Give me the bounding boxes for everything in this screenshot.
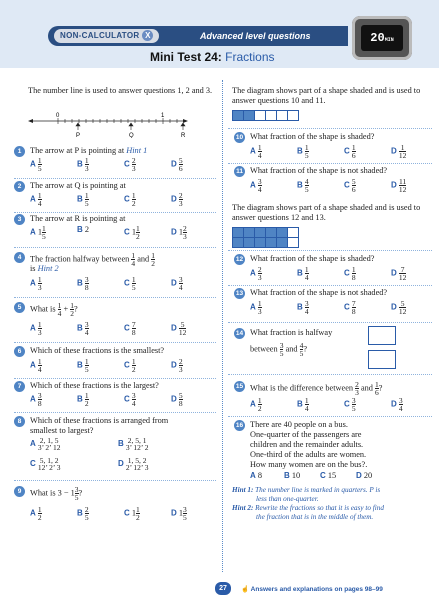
page-title: Mini Test 24: Fractions [150, 50, 275, 64]
option-c[interactable]: C $\frac{3}{4}$ [124, 391, 136, 408]
option-c[interactable]: C 5, 1, 2 12’ 2’ 3 [30, 456, 61, 472]
question-text: What fraction of the shape is not shaded? [250, 288, 388, 297]
question-text-2: is Hint 2 [30, 264, 59, 273]
page-number: 27 [215, 582, 231, 595]
option-a[interactable]: A 2, 1, 5 3’ 2’ 12 [30, 436, 61, 452]
question-text: What fraction of the shape is not shaded? [250, 166, 388, 175]
option-b[interactable]: B $\frac{1}{5}$ [77, 191, 89, 208]
hint-2-cont: the fraction that is in the middle of them. [256, 513, 374, 521]
separator [228, 163, 432, 164]
option-d[interactable]: D $\frac{5}{8}$ [171, 391, 183, 408]
question-text: What fraction of the shape is shaded? [250, 254, 375, 263]
option-d[interactable]: D $\frac{5}{12}$ [391, 299, 407, 316]
left-column [28, 86, 216, 138]
option-d[interactable]: D $\frac{2}{3}$ [171, 357, 183, 374]
option-d[interactable]: D 1 $\frac{3}{5}$ [171, 505, 187, 522]
option-b[interactable]: B 2 [77, 225, 90, 234]
option-a[interactable]: A $\frac{3}{8}$ [30, 391, 42, 408]
option-b[interactable]: B $\frac{3}{4}$ [297, 299, 309, 316]
question-line-2: One-quarter of the passengers are [250, 430, 362, 439]
separator [14, 247, 216, 248]
option-b[interactable]: B $\frac{1}{4}$ [297, 396, 309, 413]
option-a[interactable]: A $\frac{1}{4}$ [250, 143, 262, 160]
option-c[interactable]: C $\frac{1}{8}$ [344, 265, 356, 282]
question-text: The arrow at Q is pointing at [30, 181, 126, 190]
intro-right-1: The diagram shows part of a shape shaded and is used to answer questions 10 and 11. [232, 86, 421, 105]
option-b[interactable]: B $\frac{1}{5}$ [77, 357, 89, 374]
question-number: 12 [235, 256, 244, 263]
option-d[interactable]: D $\frac{5}{12}$ [171, 320, 187, 337]
option-c[interactable]: C $\frac{5}{6}$ [344, 177, 356, 194]
separator [228, 285, 432, 286]
answer-box-1[interactable] [368, 326, 396, 345]
option-a[interactable]: A $\frac{1}{4}$ [30, 357, 42, 374]
no-calculator-icon: X [142, 30, 153, 41]
question-text: What is the difference between $\frac{2}{3}$ and $\frac{1}{6}$ ? [250, 380, 383, 397]
question-line-4: One-third of the adults are women. [250, 450, 367, 459]
question-text-2: between $\frac{3}{5}$ and $\frac{4}{5}$ ? [250, 341, 308, 358]
option-c[interactable]: C $\frac{3}{5}$ [344, 396, 356, 413]
option-c[interactable]: C 15 [320, 471, 337, 480]
question-text: What fraction of the shape is shaded? [250, 132, 375, 141]
separator [14, 342, 216, 343]
option-b[interactable]: B 2, 5, 1 3’ 12’ 2 [118, 436, 149, 452]
question-number: 1 [14, 146, 25, 157]
question-number: 10 [235, 134, 244, 141]
question-number: 7 [14, 381, 25, 392]
option-b[interactable]: B $\frac{1}{2}$ [77, 391, 89, 408]
option-b[interactable]: B $\frac{4}{5}$ [297, 177, 309, 194]
option-d[interactable]: D $\frac{2}{3}$ [171, 191, 183, 208]
option-d[interactable]: D $\frac{7}{12}$ [391, 265, 407, 282]
option-a[interactable]: A $\frac{3}{4}$ [250, 177, 262, 194]
question-number: 5 [14, 302, 25, 313]
option-c[interactable]: C 1 $\frac{1}{2}$ [124, 224, 140, 241]
option-d[interactable]: D $\frac{5}{6}$ [171, 156, 183, 173]
option-c[interactable]: C $\frac{2}{3}$ [124, 156, 136, 173]
option-c[interactable]: C $\frac{1}{6}$ [344, 143, 356, 160]
option-b[interactable]: B $\frac{1}{3}$ [77, 156, 89, 173]
option-b[interactable]: B $\frac{3}{8}$ [77, 275, 89, 292]
shape-diagram-2 [232, 227, 299, 248]
question-number: 2 [14, 181, 25, 192]
option-d[interactable]: D $\frac{3}{4}$ [391, 396, 403, 413]
tick-0: 0 [56, 113, 60, 119]
point-q: Q [129, 133, 134, 138]
option-c[interactable]: C $\frac{1}{2}$ [124, 357, 136, 374]
option-d[interactable]: D $\frac{1}{12}$ [391, 143, 407, 160]
question-text: Which of these fractions is the largest? [30, 381, 159, 390]
point-r: R [181, 133, 186, 138]
option-a[interactable]: A $\frac{1}{3}$ [30, 320, 42, 337]
question-number: 13 [235, 290, 244, 297]
question-number: 14 [235, 330, 244, 337]
footer [0, 580, 439, 600]
option-c[interactable]: C $\frac{1}{5}$ [124, 275, 136, 292]
option-c[interactable]: C $\frac{1}{2}$ [124, 191, 136, 208]
question-text: The arrow at P is pointing at Hint 1 [30, 146, 148, 155]
hint-link[interactable]: Hint 2 [37, 264, 59, 273]
option-a[interactable]: A $\frac{2}{3}$ [250, 265, 262, 282]
hints-box [232, 486, 437, 522]
question-text: The arrow at R is pointing at [30, 214, 126, 223]
option-c[interactable]: C $\frac{7}{8}$ [124, 320, 136, 337]
point-p: P [76, 133, 81, 138]
option-b[interactable]: B $\frac{3}{4}$ [77, 320, 89, 337]
option-a[interactable]: A $\frac{1}{5}$ [30, 156, 42, 173]
option-a[interactable]: A $\frac{1}{4}$ [30, 191, 42, 208]
option-a[interactable]: A 1 $\frac{1}{5}$ [30, 224, 46, 241]
question-text: Which of these fractions is the smallest? [30, 346, 165, 355]
hint-1: Hint 1: The number line is marked in quarters. P is [232, 486, 381, 494]
separator [228, 128, 432, 129]
separator [14, 378, 216, 379]
option-b[interactable]: B $\frac{2}{5}$ [77, 505, 89, 522]
option-a[interactable]: A $\frac{1}{2}$ [250, 396, 262, 413]
number-line [28, 112, 188, 138]
question-number: 16 [235, 422, 244, 429]
hint-1-cont: less than one-quarter. [256, 495, 319, 503]
question-text: What is $\frac{1}{4}$ + $\frac{1}{2}$ ? [30, 301, 78, 318]
option-d[interactable]: D 1 $\frac{2}{3}$ [171, 224, 187, 241]
question-line-1: There are 40 people on a bus. [250, 420, 348, 429]
question-number: 11 [234, 166, 245, 177]
hint-2: Hint 2: Rewrite the fractions so that it is easy to find [232, 504, 384, 512]
question-line-3: children and the remainder adults. [250, 440, 364, 449]
hint-link[interactable]: Hint 1 [126, 146, 148, 155]
timer-display: 20MIN [361, 25, 403, 51]
question-text: What fraction is halfway [250, 328, 333, 337]
option-c[interactable]: C 1 $\frac{1}{2}$ [124, 505, 140, 522]
non-calculator-badge: NON-CALCULATOR X [54, 29, 159, 43]
separator [228, 250, 432, 251]
separator [228, 416, 432, 417]
shape-diagram-1 [232, 110, 299, 121]
question-number: 6 [14, 346, 25, 357]
option-a[interactable]: A $\frac{1}{3}$ [250, 299, 262, 316]
separator [14, 178, 216, 179]
option-a[interactable]: A $\frac{1}{3}$ [30, 275, 42, 292]
answer-box-2[interactable] [368, 350, 396, 369]
option-d[interactable]: D 20 [356, 471, 373, 480]
option-b[interactable]: B 10 [284, 471, 301, 480]
option-b[interactable]: B $\frac{1}{4}$ [297, 265, 309, 282]
option-a[interactable]: A $\frac{1}{2}$ [30, 505, 42, 522]
answers-reference[interactable]: ☝ Answers and explanations on pages 98–99 [241, 586, 383, 593]
separator [14, 480, 216, 481]
column-divider [222, 80, 223, 572]
question-line-5: How many women are on the bus?. [250, 460, 368, 469]
separator [14, 297, 216, 298]
option-c[interactable]: C $\frac{7}{8}$ [344, 299, 356, 316]
question-text: What is 3 − 1 $\frac{3}{5}$ ? [30, 485, 83, 502]
separator [228, 322, 432, 323]
question-number: 9 [14, 486, 25, 497]
question-number: 4 [14, 252, 25, 263]
level-subtitle: Advanced level questions [200, 31, 311, 41]
question-text-2: smallest to largest? [30, 426, 94, 435]
question-number: 3 [14, 214, 25, 225]
intro-right-2: The diagram shows part of a shape shaded and is used to answer questions 12 and 13. [232, 203, 421, 222]
intro-left: The number line is used to answer questions 1, 2 and 3. [28, 86, 213, 95]
separator [14, 212, 216, 213]
question-text: Which of these fractions is arranged from [30, 416, 169, 425]
option-d[interactable]: D 1, 5, 2 2’ 12’ 3 [118, 456, 149, 472]
option-d[interactable]: D $\frac{11}{12}$ [391, 177, 407, 194]
tick-1: 1 [161, 113, 165, 119]
option-d[interactable]: D $\frac{3}{4}$ [171, 275, 183, 292]
question-text: The fraction halfway between $\frac{1}{4}$ and $\frac{1}{2}$ [30, 251, 156, 268]
separator [14, 412, 216, 413]
option-a[interactable]: A 8 [250, 471, 263, 480]
timer-icon [352, 16, 412, 60]
question-number: 8 [14, 416, 25, 427]
separator [228, 374, 432, 375]
question-number: 15 [235, 383, 244, 390]
option-b[interactable]: B $\frac{1}{5}$ [297, 143, 309, 160]
